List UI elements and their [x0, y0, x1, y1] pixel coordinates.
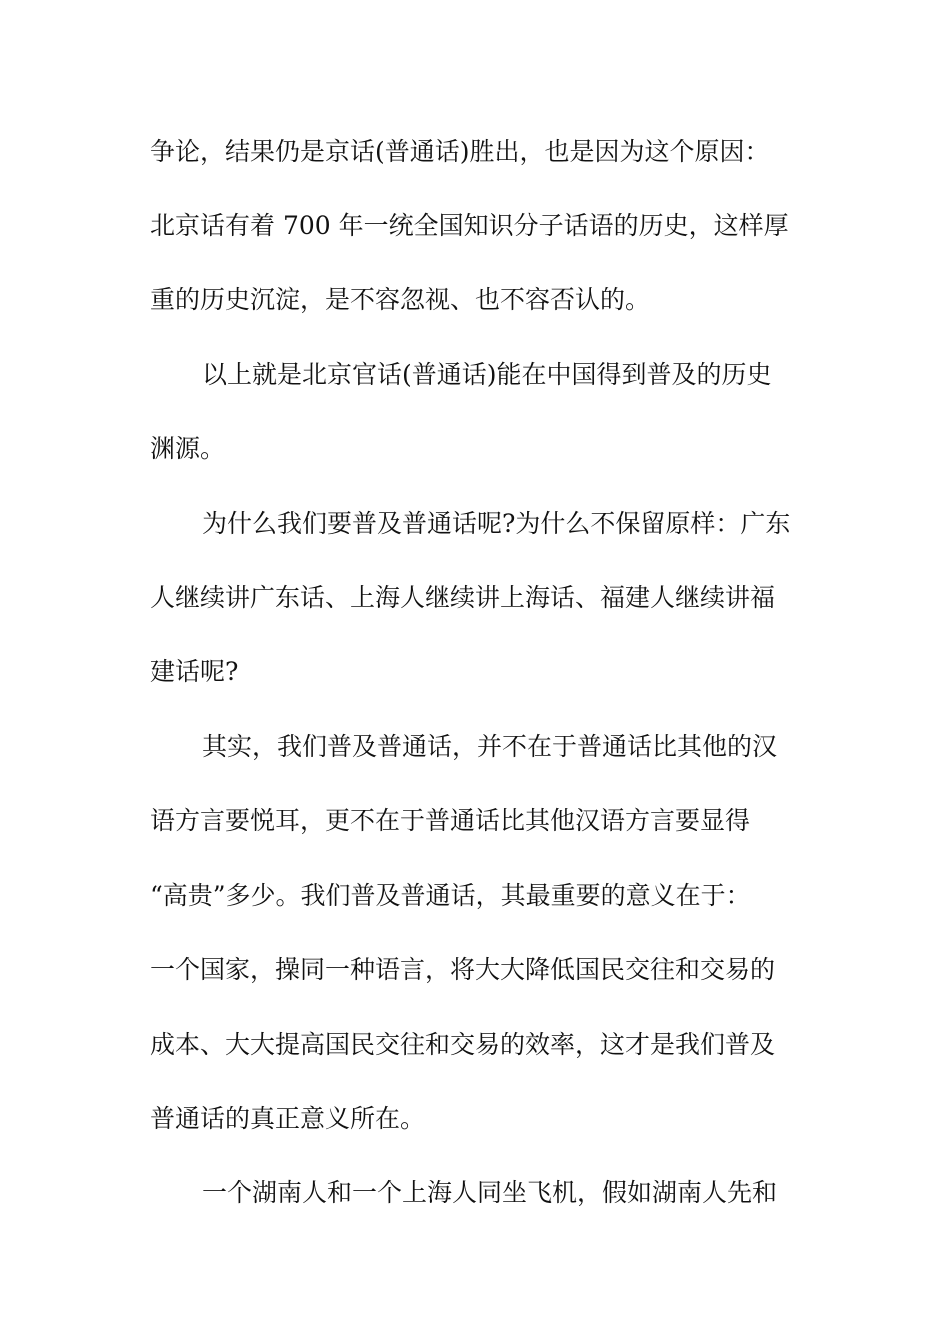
text-line: “高贵”多少。我们普及普通话，其最重要的意义在于： [150, 881, 751, 910]
paragraph-first-line: 以上就是北京官话(普通话)能在中国得到普及的历史 [202, 360, 772, 389]
text-line: 北京话有着 700 年一统全国知识分子话语的历史，这样厚 [150, 211, 789, 240]
text-line: 人继续讲广东话、上海人继续讲上海话、福建人继续讲福 [150, 583, 776, 612]
text-line: 重的历史沉淀，是不容忽视、也不容否认的。 [150, 285, 651, 314]
text-line: 普通话的真正意义所在。 [150, 1104, 426, 1133]
paragraph-first-line: 为什么我们要普及普通话呢?为什么不保留原样：广东 [202, 509, 791, 538]
text-line: 一个国家，操同一种语言，将大大降低国民交往和交易的 [150, 955, 776, 984]
text-line: 建话呢? [150, 657, 239, 686]
paragraph-first-line: 一个湖南人和一个上海人同坐飞机，假如湖南人先和 [202, 1178, 778, 1207]
text-line: 渊源。 [150, 434, 226, 463]
text-line: 语方言要悦耳，更不在于普通话比其他汉语方言要显得 [150, 806, 751, 835]
text-line: 成本、大大提高国民交往和交易的效率，这才是我们普及 [150, 1030, 776, 1059]
text-line: 争论，结果仍是京话(普通话)胜出，也是因为这个原因： [150, 137, 770, 166]
paragraph-first-line: 其实，我们普及普通话，并不在于普通话比其他的汉 [202, 732, 778, 761]
